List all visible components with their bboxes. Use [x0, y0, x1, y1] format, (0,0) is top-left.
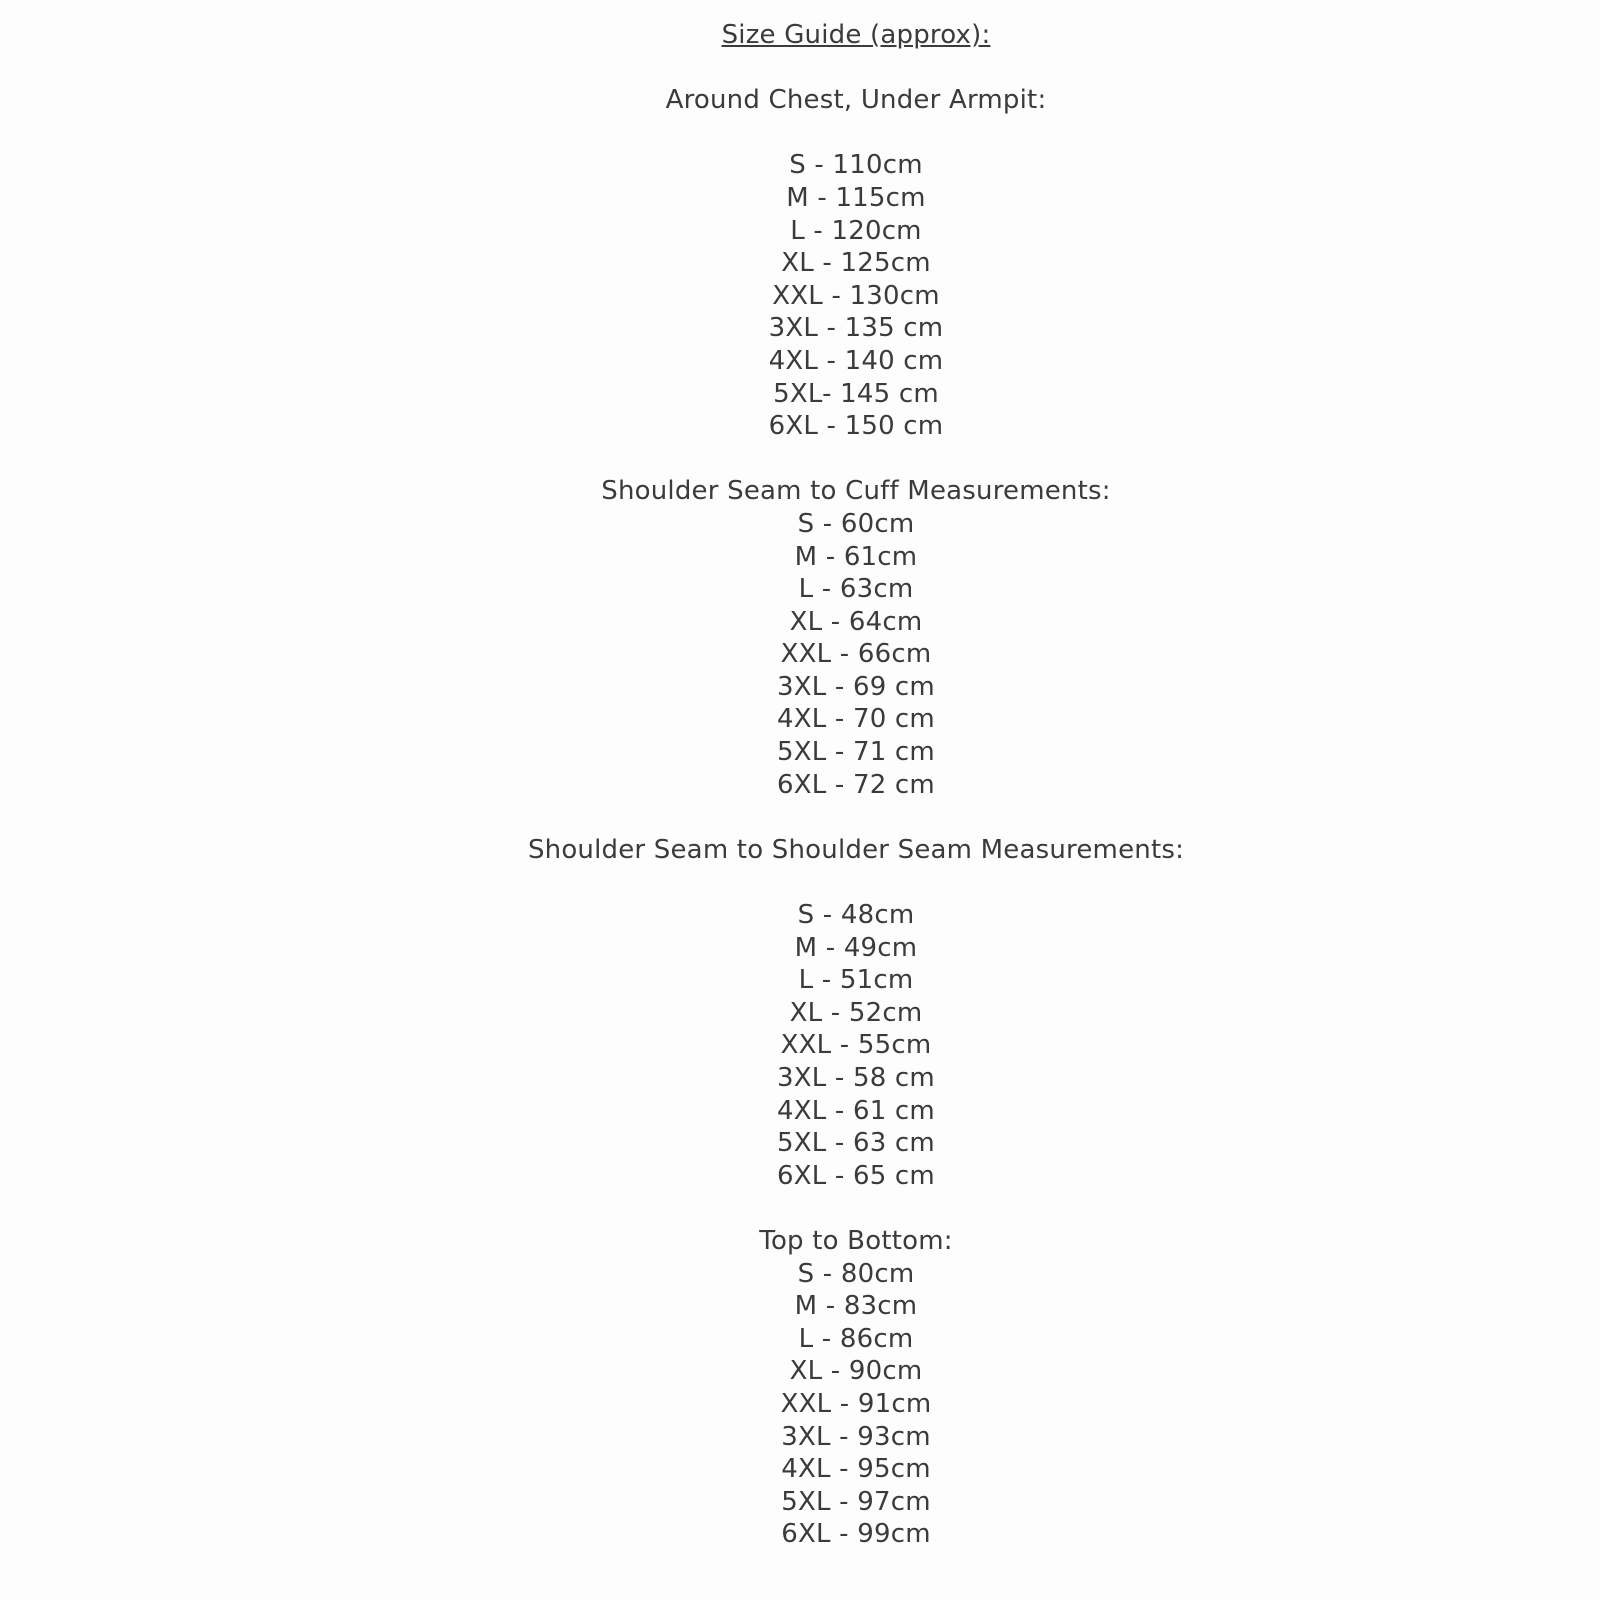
size-item: XXL - 55cm [780, 1030, 932, 1061]
size-item: 3XL - 93cm [781, 1421, 931, 1452]
size-item: 5XL - 71 cm [777, 737, 935, 768]
size-item: L - 86cm [798, 1323, 914, 1354]
size-item: 4XL - 70 cm [777, 704, 935, 735]
size-item: 5XL - 97cm [781, 1486, 931, 1517]
size-item: 4XL - 61 cm [777, 1095, 935, 1126]
size-item: 3XL - 135 cm [768, 313, 944, 344]
size-item: XL - 90cm [789, 1356, 923, 1387]
section-heading: Shoulder Seam to Cuff Measurements: [601, 476, 1111, 507]
section-around-chest [56, 84, 1600, 443]
size-item: 5XL - 63 cm [777, 1128, 935, 1159]
size-item: 6XL - 150 cm [768, 411, 944, 442]
section-heading: Top to Bottom: [759, 1225, 953, 1256]
size-item: 4XL - 95cm [781, 1454, 931, 1485]
size-item: L - 51cm [798, 965, 914, 996]
size-item: XL - 64cm [789, 606, 923, 637]
size-guide-title: Size Guide (approx): [721, 20, 991, 50]
size-item: XXL - 66cm [780, 639, 932, 670]
size-item: 6XL - 65 cm [777, 1160, 935, 1191]
section-top-to-bottom [56, 1225, 1600, 1551]
size-item: M - 115cm [786, 182, 926, 213]
section-shoulder-to-cuff [56, 475, 1600, 801]
size-item: 3XL - 69 cm [777, 671, 935, 702]
section-shoulder-to-shoulder [56, 834, 1600, 1193]
size-item: 3XL - 58 cm [777, 1063, 935, 1093]
size-item: 6XL - 99cm [781, 1519, 931, 1550]
section-heading: Shoulder Seam to Shoulder Seam Measurements: [527, 834, 1185, 865]
size-item: XXL - 130cm [772, 280, 940, 311]
size-item: M - 61cm [794, 541, 918, 572]
size-item: S - 60cm [797, 508, 915, 539]
size-item: 6XL - 72 cm [777, 769, 935, 800]
size-item: S - 80cm [797, 1258, 915, 1289]
size-item: 4XL - 140 cm [768, 345, 944, 376]
size-item: XL - 52cm [789, 997, 923, 1028]
size-item: L - 63cm [798, 574, 914, 605]
size-item: 5XL- 145 cm [773, 378, 939, 409]
size-item: S - 110cm [789, 150, 923, 181]
size-item: XL - 125cm [781, 248, 931, 279]
size-item: M - 83cm [794, 1291, 918, 1322]
size-item: M - 49cm [794, 932, 918, 963]
size-item: L - 120cm [790, 215, 922, 246]
size-item: XXL - 91cm [780, 1388, 932, 1419]
size-item: S - 48cm [797, 900, 915, 931]
size-guide-document [56, 0, 1600, 1551]
section-heading: Around Chest, Under Armpit: [665, 85, 1047, 116]
